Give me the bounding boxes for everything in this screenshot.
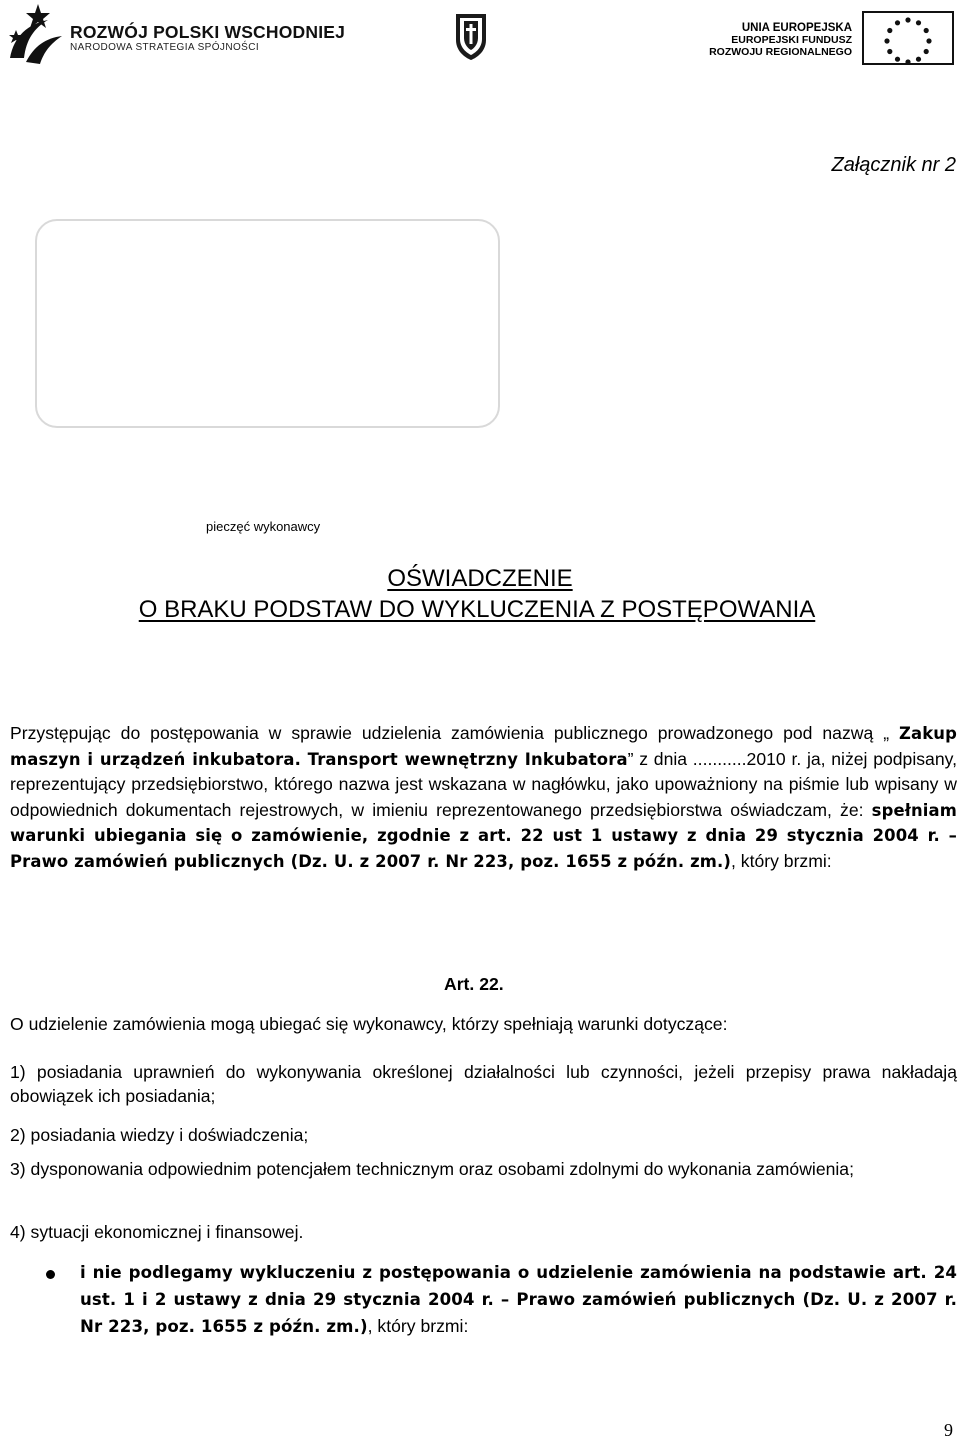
document-subtitle: O BRAKU PODSTAW DO WYKLUCZENIA Z POSTĘPOWANIA <box>138 596 816 623</box>
eu-flag-icon <box>862 11 954 65</box>
bullet-dot-icon <box>46 1270 55 1279</box>
exclusion-paragraph <box>80 1259 957 1340</box>
declaration-quote-open: „ <box>883 723 900 743</box>
exclusion-text: , który brzmi: <box>367 1316 469 1336</box>
declaration-paragraph <box>10 721 957 874</box>
contractor-stamp-label: pieczęć wykonawcy <box>206 519 321 534</box>
article-heading: Art. 22. <box>444 974 504 994</box>
article-intro: O udzielenie zamówienia mogą ubiegać się wykonawcy, którzy spełniają warunki dotyczące: <box>10 1014 728 1034</box>
star-emblem-icon <box>4 2 66 66</box>
eu-text-line3: ROZWOJU REGIONALNEGO <box>709 46 852 58</box>
page-number: 9 <box>944 1420 953 1440</box>
exclusion-statement: i nie podlegamy wykluczeniu z postępowania o udzielenie zamówienia na podstawie art. 24 ust. 1 i 2 ustawy z dnia 29 stycznia 2004 r. – Prawo zamówień publicznych (Dz. U. z 2007 r. Nr 223, poz. 1655 z późn. zm.) <box>80 1263 957 1336</box>
annex-label: Załącznik nr 2 <box>831 154 956 176</box>
rozwoj-polski-wschodniej-logo <box>4 2 364 66</box>
declaration-condition: spełniam warunki ubiegania się o zamówienie, zgodnie z art. 22 ust 1 ustawy z dnia 29 stycznia 2004 r. – Prawo zamówień publicznych (Dz. U. z 2007 r. Nr 223, poz. 1655 z późn. zm.) <box>10 800 957 871</box>
eu-text-line2: EUROPEJSKI FUNDUSZ <box>731 34 852 46</box>
document-title: OŚWIADCZENIE <box>387 565 573 592</box>
article-item-3: 3) dysponowania odpowiednim potencjałem technicznym oraz osobami zdolnymi do wykonania zamówienia; <box>10 1159 854 1179</box>
rpw-logo-subtitle: NARODOWA STRATEGIA SPÓJNOŚCI <box>70 42 260 53</box>
eu-logo-text <box>709 22 852 58</box>
declaration-text-2: ” z dnia ...........2010 r. ja, niżej podpisany, reprezentujący przedsiębiorstwo, którego nazwa jest wskazana w nagłówku, jako upoważniony na piśmie lub wpisany w odpowiednich dokumentach rejestrowych, w imieniu reprezentowanego przedsiębiorstwa oświadczam, że: <box>10 748 957 820</box>
shield-crest-icon <box>454 10 488 62</box>
article-item-2: 2) posiadania wiedzy i doświadczenia; <box>10 1125 309 1145</box>
procurement-name: Zakup maszyn i urządzeń inkubatora. Transport wewnętrzny Inkubatora <box>10 724 958 769</box>
rpw-logo-title: ROZWÓJ POLSKI WSCHODNIEJ <box>70 22 346 42</box>
article-item-1: 1) posiadania uprawnień do wykonywania określonej działalności lub czynności, jeżeli przepisy prawa nakładają obowiązek ich posiadania; <box>10 1062 957 1106</box>
contractor-stamp-box <box>35 219 500 428</box>
eu-text-line1: UNIA EUROPEJSKA <box>741 22 852 34</box>
declaration-text-3: , który brzmi: <box>731 850 832 871</box>
declaration-text-1: Przystępując do postępowania w sprawie udzielenia zamówienia publicznego prowadzonego pod nazwą <box>10 723 884 743</box>
article-item-4: 4) sytuacji ekonomicznej i finansowej. <box>10 1222 304 1242</box>
